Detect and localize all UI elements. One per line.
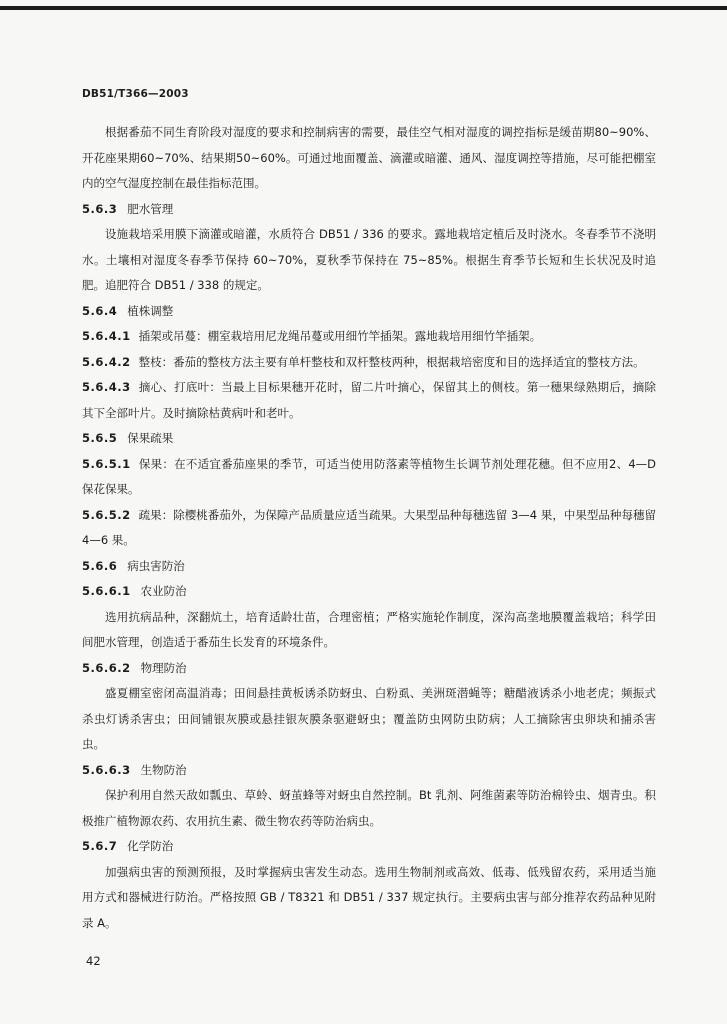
clause	[82, 350, 656, 376]
clause-number: 5.6.4.1	[82, 329, 131, 343]
section-number: 5.6.6	[82, 558, 118, 573]
section-number: 5.6.6.1	[82, 584, 131, 598]
paragraph: 保护利用自然天敌如瓢虫、草蛉、蚜茧蜂等对蚜虫自然控制。Bt 乳剂、阿维菌素等防治棉铃虫、烟青虫。积极推广植物源农药、农用抗生素、微生物农药等防治病虫。	[82, 788, 656, 828]
section-title: 肥水管理	[127, 201, 174, 216]
section-heading	[82, 197, 656, 223]
paragraph: 加强病虫害的预测预报，及时掌握病虫害发生动态。选用生物制剂或高效、低毒、低残留农药，采用适当施用方式和器械进行防治。严格按照 GB / T8321 和 DB51 / 337 规定执行。主要病虫害与部分推荐农药品种见附录 A。	[82, 864, 656, 930]
document-code: DB51/T366—2003	[82, 88, 189, 100]
subsection-heading	[82, 656, 656, 682]
section-number: 5.6.4	[82, 303, 118, 318]
section-number: 5.6.5	[82, 431, 118, 445]
section-title: 生物防治	[140, 762, 187, 777]
section-number: 5.6.6.3	[82, 762, 131, 777]
clause-text: 插架或吊蔓：棚室栽培用尼龙绳吊蔓或用细竹竿插架。露地栽培用细竹竿插架。	[138, 329, 542, 343]
section-number: 5.6.6.2	[82, 660, 131, 675]
clause-text: 疏果：除樱桃番茄外，为保障产品质量应适当疏果。大果型品种每穗选留 3—4 果，中果型品种每穗留 4—6 果。	[82, 507, 656, 547]
section-title: 植株调整	[127, 303, 174, 318]
section-heading	[82, 554, 656, 580]
section-number: 5.6.3	[82, 201, 118, 216]
clause-number: 5.6.4.3	[82, 380, 131, 394]
clause	[82, 324, 656, 350]
section-title: 农业防治	[140, 584, 187, 598]
clause-number: 5.6.5.1	[82, 456, 131, 471]
paragraph: 设施栽培采用膜下滴灌或暗灌，水质符合 DB51 / 336 的要求。露地栽培定植后及时浇水。冬春季节不浇明水。土壤相对湿度冬春季节保持 60~70%，夏秋季节保持在 75~85%。根据生育季节长短和生长状况及时追肥。追肥符合 DB51 / 338 的规定。	[82, 227, 656, 292]
clause	[82, 375, 656, 426]
page-number: 42	[86, 954, 101, 968]
clause	[82, 452, 656, 503]
clause-number: 5.6.4.2	[82, 354, 131, 369]
clause-text: 摘心、打底叶：当最上目标果穗开花时，留二片叶摘心，保留其上的侧枝。第一穗果绿熟期后，摘除其下全部叶片。及时摘除枯黄病叶和老叶。	[82, 380, 656, 420]
section-heading	[82, 834, 656, 860]
document-body	[82, 120, 656, 936]
subsection-heading	[82, 579, 656, 605]
paragraph: 选用抗病品种，深翻炕土，培育适龄壮苗，合理密植；严格实施轮作制度，深沟高垄地膜覆盖栽培；科学田间肥水管理，创造适于番茄生长发育的环境条件。	[82, 609, 656, 649]
clause	[82, 503, 656, 554]
section-heading	[82, 299, 656, 325]
section-title: 病虫害防治	[127, 558, 185, 573]
section-title: 物理防治	[140, 660, 187, 675]
section-heading	[82, 426, 656, 452]
subsection-heading	[82, 758, 656, 784]
clause-text: 保果：在不适宜番茄座果的季节，可适当使用防落素等植物生长调节剂处理花穗。但不应用2、4—D 保花保果。	[82, 456, 656, 496]
section-title: 化学防治	[127, 839, 174, 853]
clause-number: 5.6.5.2	[82, 507, 131, 522]
paragraph: 根据番茄不同生育阶段对湿度的要求和控制病害的需要，最佳空气相对湿度的调控指标是缓苗期80~90%、开花座果期60~70%、结果期50~60%。可通过地面覆盖、滴灌或暗灌、通风、湿度调控等措施，尽可能把棚室内的空气湿度控制在最佳指标范围。	[82, 125, 656, 190]
section-title: 保果疏果	[127, 431, 174, 445]
clause-text: 整枝：番茄的整枝方法主要有单杆整枝和双杆整枝两种，根据栽培密度和目的选择适宜的整枝方法。	[138, 354, 645, 369]
section-number: 5.6.7	[82, 839, 118, 853]
paragraph: 盛夏棚室密闭高温消毒；田间悬挂黄板诱杀防蚜虫、白粉虱、美洲斑潜蝇等；糖醋液诱杀小地老虎；频振式杀虫灯诱杀害虫；田间铺银灰膜或悬挂银灰膜条驱避蚜虫；覆盖防虫网防虫防病；人工摘除害虫卵块和捕杀害虫。	[82, 686, 656, 751]
